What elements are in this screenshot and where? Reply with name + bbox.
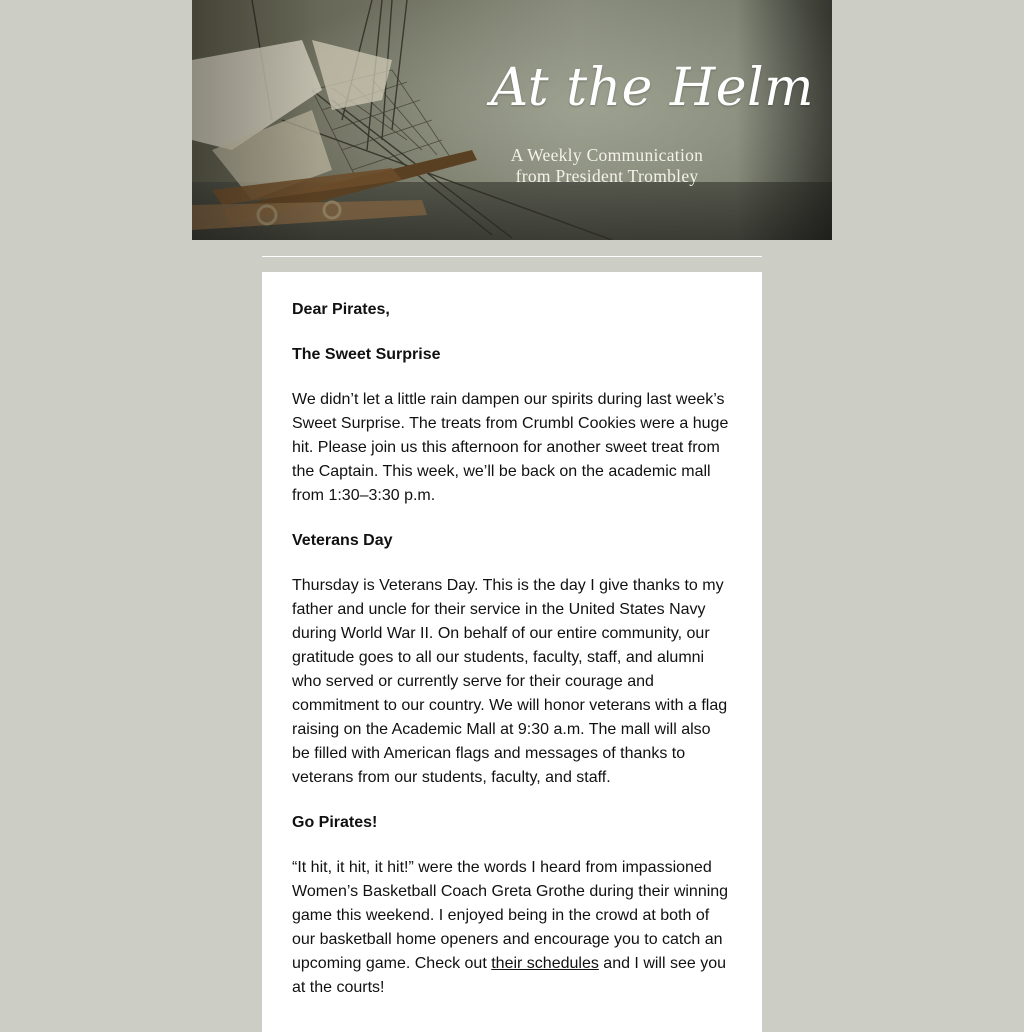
divider-line <box>262 256 762 257</box>
schedules-link[interactable]: their schedules <box>491 955 599 972</box>
section-body-sweet-surprise: We didn’t let a little rain dampen our spirits during last week’s Sweet Surprise. The treats from Crumbl Cookies were a huge hit. Please join us this afternoon for another sweet treat from the Captain. This week, we’ll be back on the academic mall from 1:30–3:30 p.m. <box>292 391 729 504</box>
greeting: Dear Pirates, <box>292 301 390 318</box>
section-body-go-pirates <box>292 856 732 1000</box>
header-banner <box>192 0 832 240</box>
go-pirates-text-before: “It hit, it hit, it hit!” were the words I heard from impassioned Women’s Basketball Coach Greta Grothe during their winning game this weekend. I enjoyed being in the crowd at both of our basketball home openers and encourage you to catch an upcoming game. Check out <box>292 859 729 972</box>
newsletter-subtitle <box>472 145 742 187</box>
ship-rigging-image <box>192 0 832 240</box>
section-heading-veterans-day: Veterans Day <box>292 532 393 549</box>
subtitle-line-2: from President Trombley <box>515 166 699 186</box>
section-heading-sweet-surprise: The Sweet Surprise <box>292 346 441 363</box>
letter-body <box>262 272 762 1032</box>
section-heading-go-pirates: Go Pirates! <box>292 814 378 831</box>
go-pirates-text-after: and I will see you at the courts! <box>292 955 727 996</box>
subtitle-line-1: A Weekly Communication <box>510 145 704 165</box>
section-body-veterans-day: Thursday is Veterans Day. This is the day I give thanks to my father and uncle for their service in the United States Navy during World War II. On behalf of our entire community, our gratitude goes to all our students, faculty, staff, and alumni who served or currently serve for their courage and commitment to our country. We will honor veterans with a flag raising on the Academic Mall at 9:30 a.m. The mall will also be filled with American flags and messages of thanks to veterans from our students, faculty, and staff. <box>292 577 728 786</box>
newsletter-title: At the Helm <box>490 58 814 118</box>
